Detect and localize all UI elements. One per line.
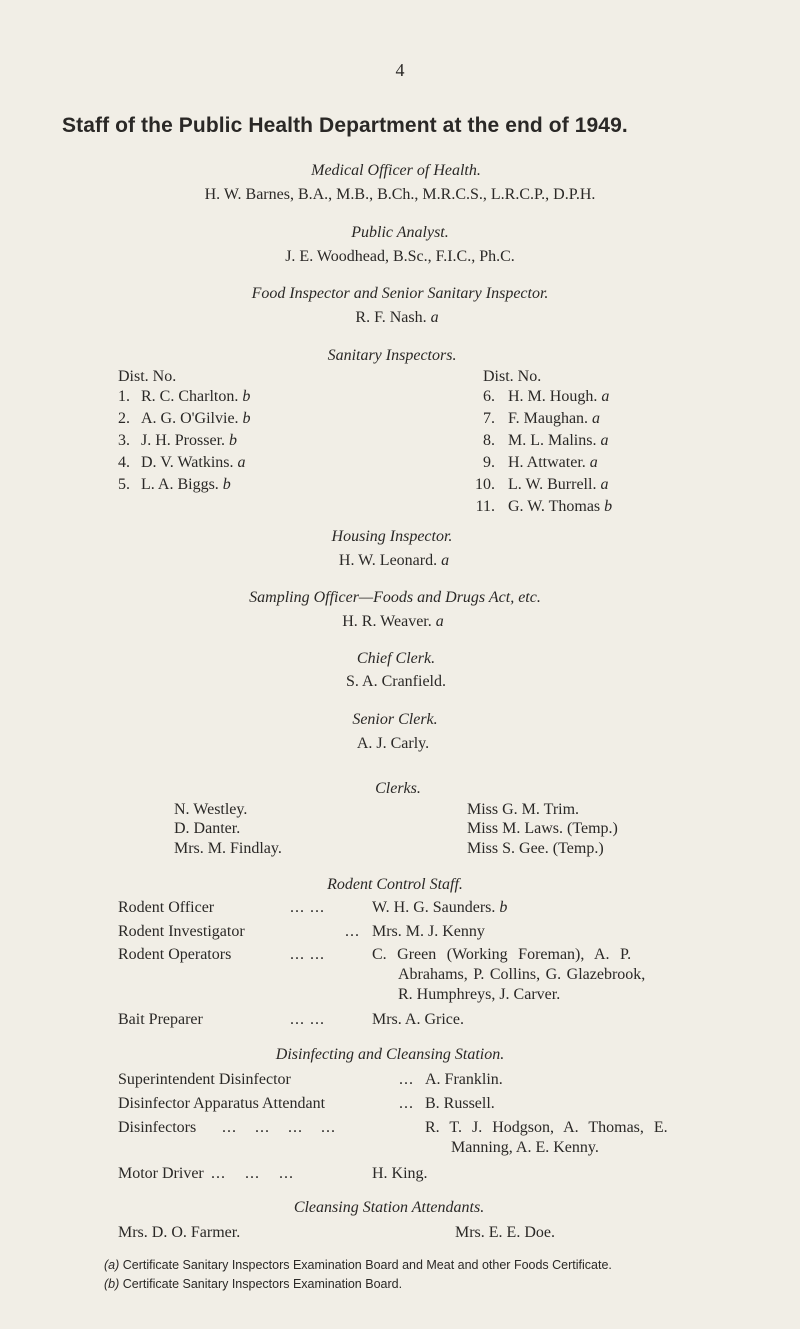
apparatus-attendant-leader: ... bbox=[399, 1095, 414, 1112]
list-item: 4. D. V. Watkins. a bbox=[118, 454, 246, 471]
housing-inspector-heading: Housing Inspector. bbox=[331, 528, 453, 545]
medical-officer-heading: Medical Officer of Health. bbox=[311, 162, 481, 179]
chief-clerk-heading: Chief Clerk. bbox=[356, 650, 436, 667]
clerk-right-2: Miss M. Laws. (Temp.) bbox=[467, 820, 618, 837]
rodent-investigator-name: Mrs. M. J. Kenny bbox=[372, 923, 485, 940]
clerk-right-3: Miss S. Gee. (Temp.) bbox=[467, 840, 604, 857]
sanitary-inspectors-right-list bbox=[464, 386, 612, 518]
footnote-b bbox=[104, 1277, 402, 1291]
footnote-b-label: (b) bbox=[104, 1277, 120, 1291]
rodent-operators-names-1: C. Green (Working Foreman), A. P. bbox=[372, 946, 632, 963]
sampling-officer-mark: a bbox=[435, 613, 444, 630]
housing-inspector-mark: a bbox=[441, 552, 450, 569]
senior-clerk-heading: Senior Clerk. bbox=[352, 711, 438, 728]
dist-no-header-right: Dist. No. bbox=[483, 368, 542, 385]
rodent-officer-mark: b bbox=[499, 899, 508, 916]
footnote-a-text: Certificate Sanitary Inspectors Examination Board and Meat and other Foods Certificate. bbox=[122, 1258, 612, 1272]
rodent-officer-name: W. H. G. Saunders. bbox=[372, 899, 496, 916]
cleansing-attendant-right: Mrs. E. E. Doe. bbox=[455, 1224, 555, 1241]
clerk-right-1: Miss G. M. Trim. bbox=[467, 801, 580, 818]
food-inspector-mark: a bbox=[430, 309, 439, 326]
list-item: 1. R. C. Charlton. b bbox=[118, 388, 251, 405]
rodent-investigator-role: Rodent Investigator bbox=[118, 923, 245, 940]
sampling-officer-line bbox=[0, 613, 793, 631]
food-inspector-name: R. F. Nash. bbox=[355, 309, 427, 326]
page-title: Staff of the Public Health Department at the end of 1949. bbox=[62, 114, 628, 137]
disinfecting-heading: Disinfecting and Cleansing Station. bbox=[275, 1046, 505, 1063]
page-number: 4 bbox=[395, 60, 405, 80]
chief-clerk-name: S. A. Cranfield. bbox=[346, 673, 446, 690]
senior-clerk-name: A. J. Carly. bbox=[356, 735, 430, 752]
rodent-control-heading: Rodent Control Staff. bbox=[327, 876, 463, 893]
list-item: 8. M. L. Malins. a bbox=[483, 432, 609, 449]
medical-officer-name: H. W. Barnes, B.A., M.B., B.Ch., M.R.C.S., L.R.C.P., D.P.H. bbox=[204, 186, 596, 203]
public-analyst-name: J. E. Woodhead, B.Sc., F.I.C., Ph.C. bbox=[285, 248, 515, 265]
public-analyst-heading: Public Analyst. bbox=[351, 224, 449, 241]
superintendent-name: A. Franklin. bbox=[425, 1071, 503, 1088]
clerk-left-3: Mrs. M. Findlay. bbox=[174, 840, 282, 857]
superintendent-leader: ... bbox=[399, 1071, 414, 1088]
footnote-b-text: Certificate Sanitary Inspectors Examination Board. bbox=[122, 1277, 403, 1291]
motor-driver-role: Motor Driver bbox=[118, 1165, 204, 1182]
superintendent-role: Superintendent Disinfector bbox=[118, 1071, 291, 1088]
apparatus-attendant-role: Disinfector Apparatus Attendant bbox=[118, 1095, 326, 1112]
list-item: 10. L. W. Burrell. a bbox=[475, 476, 609, 493]
list-item: 9. H. Attwater. a bbox=[483, 454, 598, 471]
disinfectors-names-1: R. T. J. Hodgson, A. Thomas, E. bbox=[425, 1119, 668, 1136]
cleansing-attendants-heading: Cleansing Station Attendants. bbox=[293, 1199, 485, 1216]
rodent-investigator-leader: ... bbox=[345, 923, 360, 940]
rodent-officer-leader: ... ... bbox=[290, 899, 325, 916]
food-inspector-heading: Food Inspector and Senior Sanitary Inspector. bbox=[251, 285, 549, 302]
rodent-operators-names-2: Abrahams, P. Collins, G. Glazebrook, bbox=[398, 966, 646, 983]
sampling-officer-name: H. R. Weaver. bbox=[342, 613, 432, 630]
sanitary-inspectors-heading: Sanitary Inspectors. bbox=[327, 347, 457, 364]
housing-inspector-name: H. W. Leonard. bbox=[338, 552, 438, 569]
bait-preparer-name: Mrs. A. Grice. bbox=[372, 1011, 464, 1028]
motor-driver-name: H. King. bbox=[372, 1165, 428, 1182]
disinfectors-role: Disinfectors bbox=[118, 1119, 197, 1136]
clerks-heading: Clerks. bbox=[375, 780, 421, 797]
clerk-left-2: D. Danter. bbox=[174, 820, 241, 837]
rodent-operators-leader: ... ... bbox=[290, 946, 325, 963]
motor-driver-leader: ... ... ... bbox=[211, 1165, 294, 1182]
bait-preparer-role: Bait Preparer bbox=[118, 1011, 203, 1028]
rodent-officer-line bbox=[372, 899, 507, 917]
list-item: 7. F. Maughan. a bbox=[483, 410, 601, 427]
rodent-operators-names-3: R. Humphreys, J. Carver. bbox=[398, 986, 561, 1003]
sampling-officer-heading: Sampling Officer—Foods and Drugs Act, etc. bbox=[249, 589, 541, 606]
list-item: 2. A. G. O'Gilvie. b bbox=[118, 410, 251, 427]
list-item: 3. J. H. Prosser. b bbox=[118, 432, 238, 449]
disinfectors-leader: ... ... ... ... bbox=[222, 1119, 336, 1136]
list-item: 11. G. W. Thomas b bbox=[475, 498, 613, 515]
list-item: 6. H. M. Hough. a bbox=[483, 388, 610, 405]
list-item: 5. L. A. Biggs. b bbox=[118, 476, 231, 493]
rodent-operators-role: Rodent Operators bbox=[118, 946, 232, 963]
footnote-a bbox=[104, 1258, 612, 1272]
apparatus-attendant-name: B. Russell. bbox=[425, 1095, 495, 1112]
sanitary-inspectors-left-list bbox=[100, 386, 251, 496]
bait-preparer-leader: ... ... bbox=[290, 1011, 325, 1028]
rodent-officer-role: Rodent Officer bbox=[118, 899, 215, 916]
food-inspector-line bbox=[0, 309, 797, 327]
clerk-left-1: N. Westley. bbox=[174, 801, 248, 818]
footnote-a-label: (a) bbox=[104, 1258, 120, 1272]
housing-inspector-line bbox=[0, 552, 794, 570]
cleansing-attendant-left: Mrs. D. O. Farmer. bbox=[118, 1224, 241, 1241]
disinfectors-names-2: Manning, A. E. Kenny. bbox=[451, 1139, 599, 1156]
dist-no-header-left: Dist. No. bbox=[118, 368, 177, 385]
